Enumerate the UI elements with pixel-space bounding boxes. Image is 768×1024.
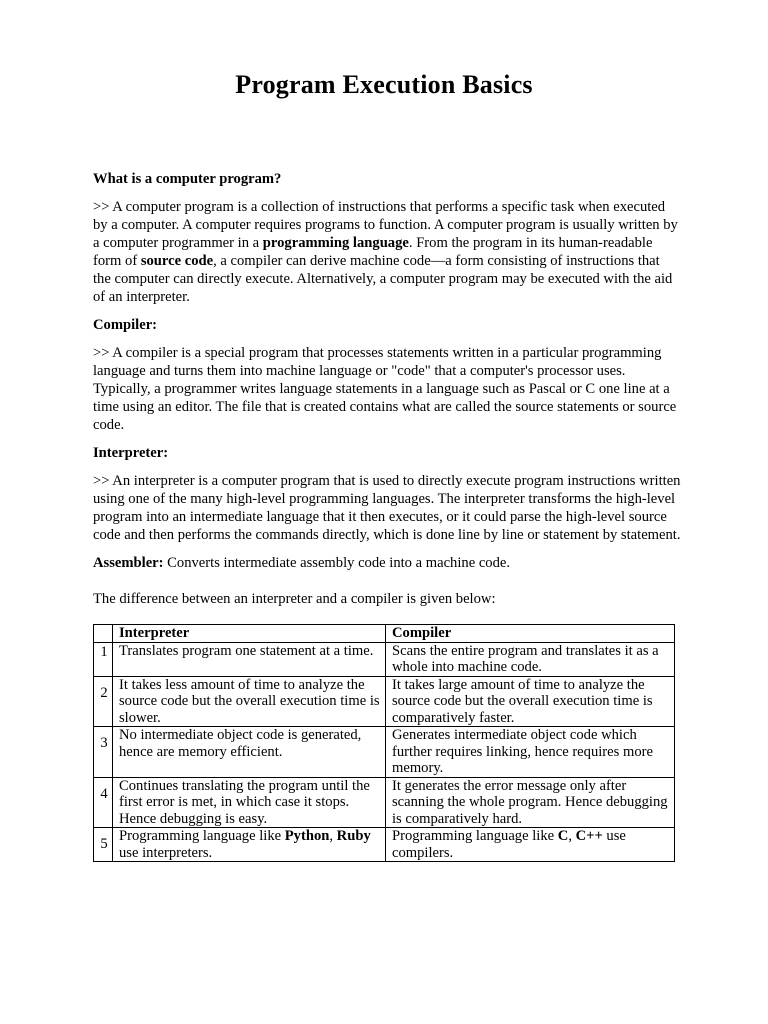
bold-term-c: C [557,828,569,844]
comparison-table [93,624,675,862]
paragraph-computer-program [93,198,681,306]
compiler-cell [386,828,675,862]
interpreter-cell: No intermediate object code is generated, hence are memory efficient. [113,727,386,778]
heading-computer-program: What is a computer program? [93,171,282,187]
row-number: 2 [94,676,113,727]
paragraph-interpreter: >> An interpreter is a computer program that is used to directly execute program instructions written using one of the many high-level programming languages. The interpreter transforms the high-level program into an intermediate language that it then executes, or it could parse the high-level source code and then performs the commands directly, which is done line by line or statement by statement. [93,473,681,543]
bold-term-source-code: source code [140,253,214,269]
bold-term-python: Python [284,828,330,844]
page-title: Program Execution Basics [235,70,533,99]
document-body [93,170,681,862]
paragraph-compiler: >> A compiler is a special program that processes statements written in a particular programming language and turns them into machine language or "code" that a computer's processor uses. Typically, a programmer writes language statements in a language such as Pascal or C one line at a time using an editor. The file that is created contains what are called the source statements or source code. [93,345,677,433]
row-number: 1 [94,642,113,676]
header-compiler: Compiler [386,625,675,643]
table-row [94,828,675,862]
table-row [94,676,675,727]
row-number: 4 [94,777,113,828]
heading-compiler: Compiler: [93,317,158,333]
table-header-row [94,625,675,643]
text-run: , [329,828,337,844]
assembler-label: Assembler: [93,555,164,571]
interpreter-cell [113,828,386,862]
paragraph-assembler [93,554,681,572]
interpreter-cell: It takes less amount of time to analyze the source code but the overall execution time is slower. [113,676,386,727]
header-number [94,625,113,643]
text-run: Programming language like [392,828,558,844]
bold-term-ruby: Ruby [336,828,371,844]
text-run: , a compiler can derive machine code—a form consisting of instructions that the computer can directly execute. Alternatively, a computer program may be executed with the aid of an interpreter. [93,253,673,305]
row-number: 5 [94,828,113,862]
table-row [94,642,675,676]
text-run: , [568,828,576,844]
compiler-cell: It takes large amount of time to analyze the source code but the overall execution time is comparatively faster. [386,676,675,727]
interpreter-cell: Translates program one statement at a time. [113,642,386,676]
assembler-text: Converts intermediate assembly code into a machine code. [163,555,511,571]
text-run: Programming language like [119,828,285,844]
text-run: use interpreters. [119,844,213,861]
row-number: 3 [94,727,113,778]
header-interpreter: Interpreter [113,625,386,643]
compiler-cell: It generates the error message only after scanning the whole program. Hence debugging is comparatively hard. [386,777,675,828]
paragraph-table-intro: The difference between an interpreter and a compiler is given below: [93,591,496,607]
bold-term-cpp: C++ [575,828,603,844]
interpreter-cell: Continues translating the program until the first error is met, in which case it stops. Hence debugging is easy. [113,777,386,828]
table-row [94,777,675,828]
heading-interpreter: Interpreter: [93,445,169,461]
text-run: >> A computer program is a collection of instructions that performs a specific task when executed by a computer. A computer requires programs to function. A computer program is usually written by a computer programmer in a [93,199,678,251]
text-run: use compilers. [392,828,626,861]
bold-term-programming-language: programming language [262,235,409,251]
table-row [94,727,675,778]
compiler-cell: Generates intermediate object code which further requires linking, hence requires more memory. [386,727,675,778]
compiler-cell: Scans the entire program and translates it as a whole into machine code. [386,642,675,676]
text-run: . From the program in its human-readable form of [93,235,653,269]
